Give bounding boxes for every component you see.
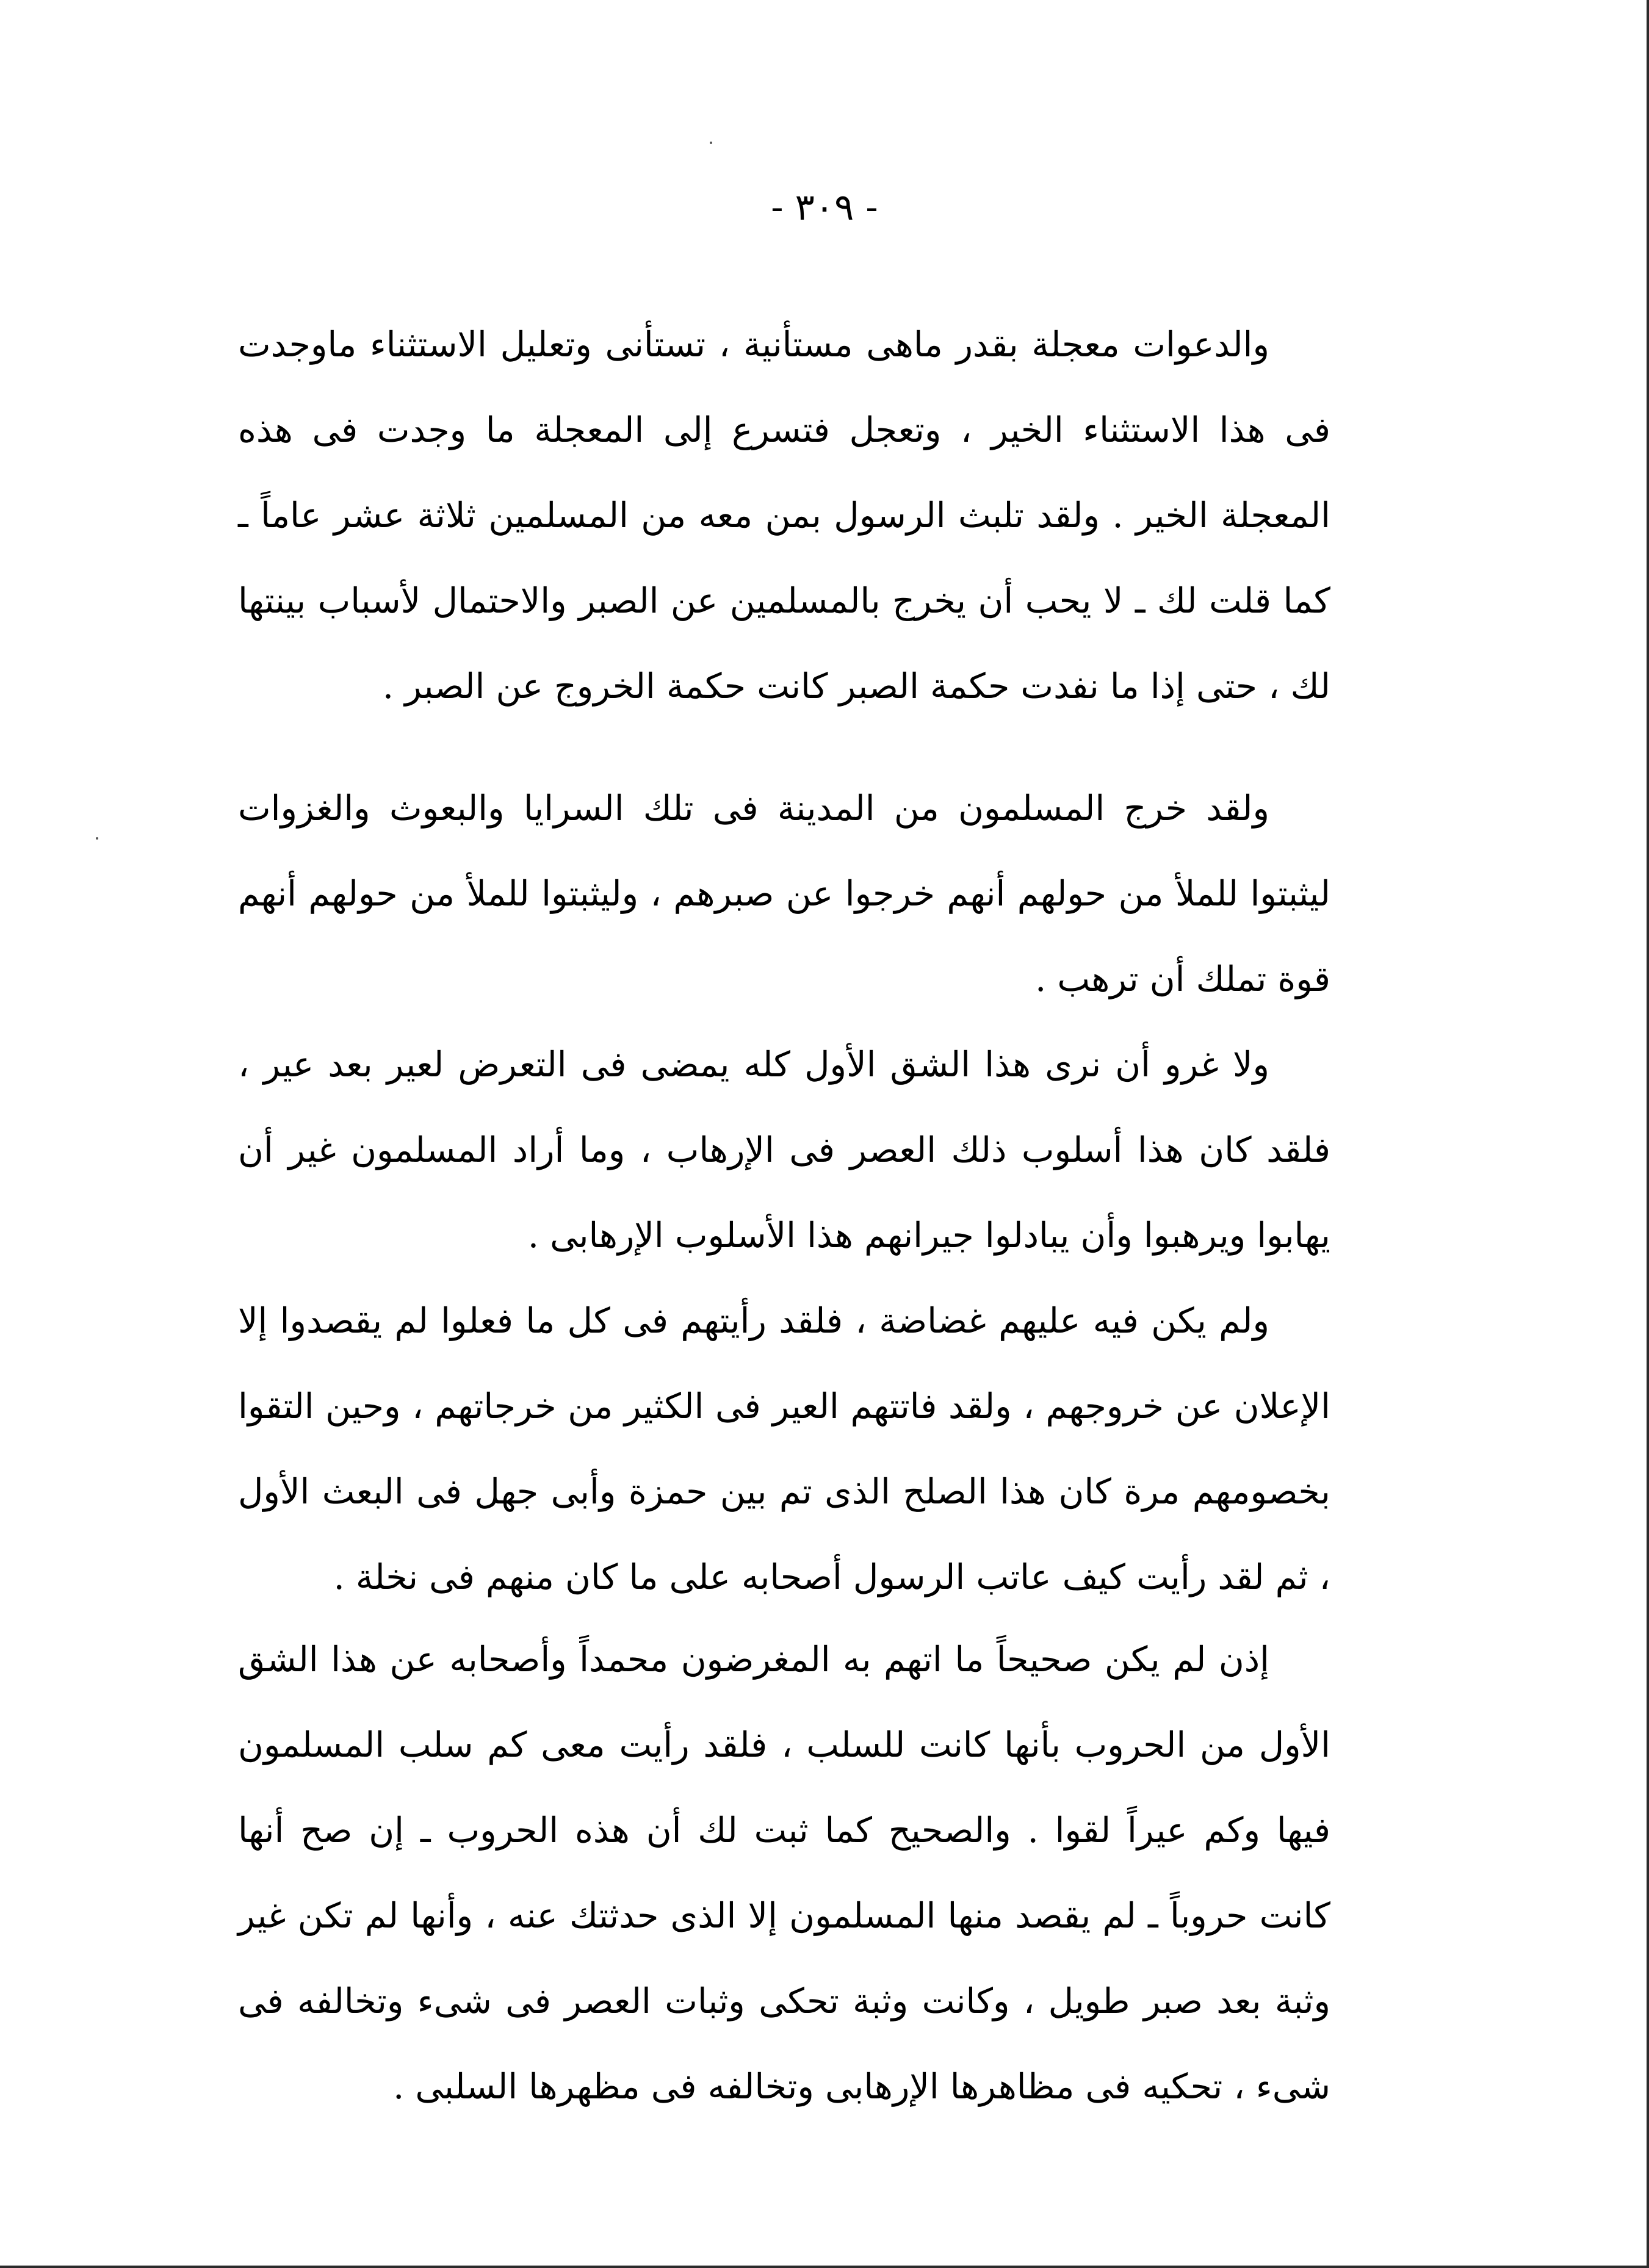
paragraph-text: ولم يكن فيه عليهم غضاضة ، فلقد رأيتهم فى كل ما فعلوا لم يقصدوا إلا الإعلان عن خروجهم ، ولقد فاتتهم العير فى الكثير من خرجاتهم ، وحين التقوا بخصومهم مرة كان هذا الصلح الذى تم بين حمزة وأبى جهل فى البعث الأول ، ثم لقد رأيت كيف عاتب الرسول أصحابه على ما كان منهم فى نخلة .: [238, 1301, 1330, 1597]
scan-speck: [96, 837, 98, 840]
paragraph-4: [238, 1278, 1330, 1620]
paragraph-2: [238, 766, 1330, 1022]
paragraph-1: [238, 302, 1330, 729]
paragraph-5: [238, 1617, 1330, 2129]
paragraph-3: [238, 1022, 1330, 1278]
paragraph-text: والدعوات معجلة بقدر ماهى مستأنية ، تستأنى وتعليل الاستثناء ماوجدت فى هذا الاستثناء الخير ، وتعجل فتسرع إلى المعجلة ما وجدت فى هذه المعجلة الخير . ولقد تلبث الرسول بمن معه من المسلمين ثلاثة عشر عاماً ـ كما قلت لك ـ لا يحب أن يخرج بالمسلمين عن الصبر والاحتمال لأسباب بينتها لك ، حتى إذا ما نفدت حكمة الصبر كانت حكمة الخروج عن الصبر .: [238, 325, 1330, 707]
scan-speck: [710, 142, 712, 144]
paragraph-text: ولا غرو أن نرى هذا الشق الأول كله يمضى فى التعرض لعير بعد عير ، فلقد كان هذا أسلوب ذلك العصر فى الإرهاب ، وما أراد المسلمون غير أن يهابوا ويرهبوا وأن يبادلوا جيرانهم هذا الأسلوب الإرهابى .: [238, 1045, 1330, 1256]
paragraph-text: ولقد خرج المسلمون من المدينة فى تلك السرايا والبعوث والغزوات ليثبتوا للملأ من حولهم أنهم خرجوا عن صبرهم ، وليثبتوا للملأ من حولهم أنهم قوة تملك أن ترهب .: [238, 788, 1330, 999]
page-number: - ٣٠٩ -: [771, 186, 878, 229]
paragraph-text: إذن لم يكن صحيحاً ما اتهم به المغرضون محمداً وأصحابه عن هذا الشق الأول من الحروب بأنها كانت للسلب ، فلقد رأيت معى كم سلب المسلمون فيها وكم عيراً لقوا . والصحيح كما ثبت لك أن هذه الحروب ـ إن صح أنها كانت حروباً ـ لم يقصد منها المسلمون إلا الذى حدثتك عنه ، وأنها لم تكن غير وثبة بعد صبر طويل ، وكانت وثبة تحكى وثبات العصر فى شىء وتخالفه فى شىء ، تحكيه فى مظاهرها الإرهابى وتخالفه فى مظهرها السلبى .: [238, 1640, 1330, 2107]
